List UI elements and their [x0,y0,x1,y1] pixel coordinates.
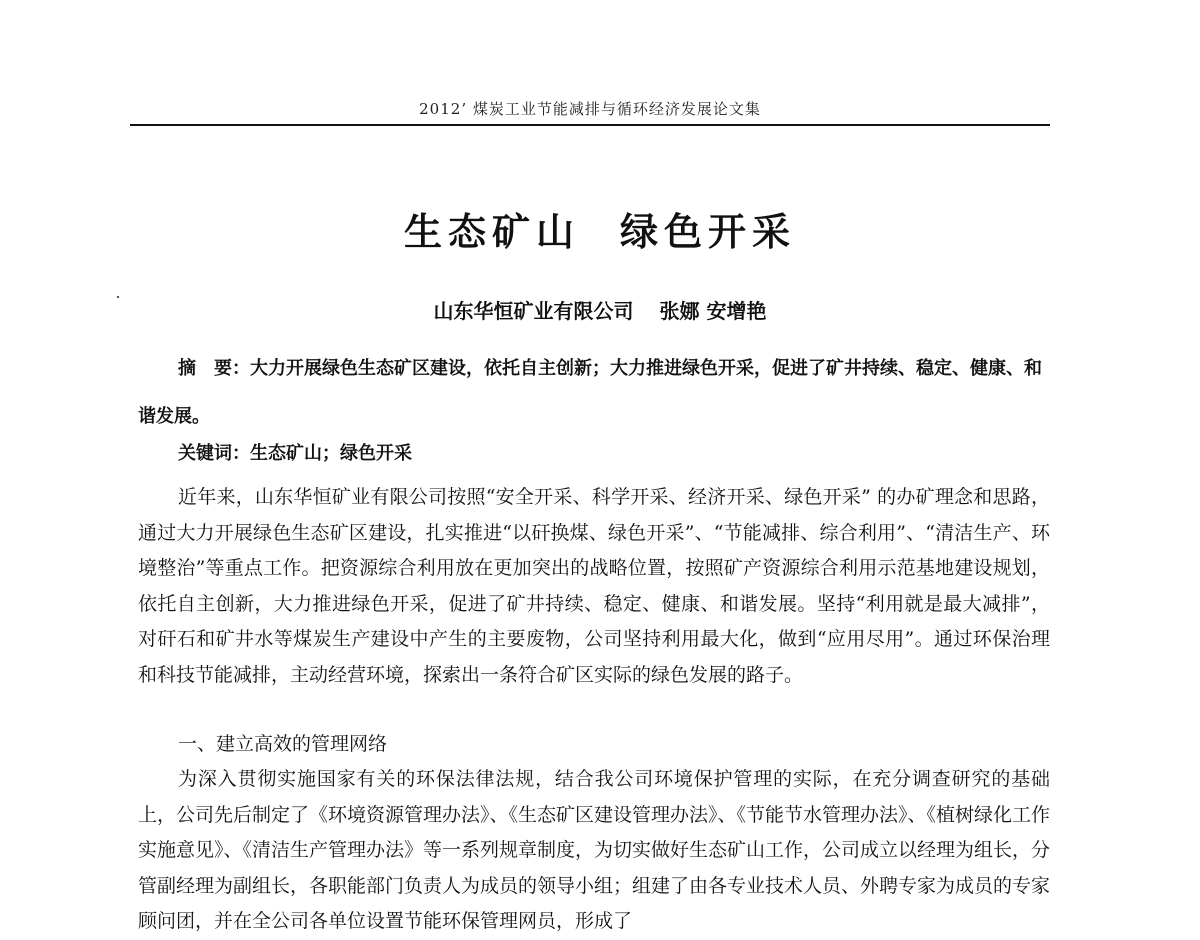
header-rule [130,124,1050,126]
section-1-heading: 一、建立高效的管理网络 [178,733,388,755]
title-part-2: 绿色开采 [620,209,797,254]
abstract [138,345,1050,441]
title-part-1: 生态矿山 [403,209,580,254]
abstract-label: 摘 要： [178,358,250,379]
intro-paragraph: 近年来，山东华恒矿业有限公司按照“安全开采、科学开采、经济开采、绿色开采” 的办矿理念和思路，通过大力开展绿色生态矿区建设，扎实推进“以矸换煤、绿色开采”、“节能减排、综合利用”、“清洁生产、环境整治”等重点工作。把资源综合利用放在更加突出的战略位置，按照矿产资源综合利用示范基地建设规划，依托自主创新，大力推进绿色开采，促进了矿井持续、稳定、健康、和谐发展。坚持“利用就是最大减排”，对矸石和矿井水等煤炭生产建设中产生的主要废物，公司坚持利用最大化，做到“应用尽用”。通过环保治理和科技节能减排，主动经营环境，探索出一条符合矿区实际的绿色发展的路子。 [138,486,1050,686]
keywords-label: 关键词： [178,443,250,464]
running-header: 2012’ 煤炭工业节能减排与循环经济发展论文集 [419,100,761,118]
byline [0,297,1200,325]
keywords [178,440,1050,468]
paper-title [0,207,1200,257]
organization: 山东华恒矿业有限公司 [433,299,634,323]
abstract-text: 大力开展绿色生态矿区建设，依托自主创新；大力推进绿色开采，促进了矿井持续、稳定、健康、和谐发展。 [138,358,1042,427]
section-1-paragraph: 为深入贯彻实施国家有关的环保法律法规，结合我公司环境保护管理的实际，在充分调查研究的基础上，公司先后制定了《环境资源管理办法》、《生态矿区建设管理办法》、《节能节水管理办法》、《植树绿化工作实施意见》、《清洁生产管理办法》等一系列规章制度，为切实做好生态矿山工作，公司成立以经理为组长，分管副经理为副组长，各职能部门负责人为成员的领导小组；组建了由各专业技术人员、外聘专家为成员的专家顾问团，并在全公司各单位设置节能环保管理网员，形成了 [138,768,1051,932]
keywords-text: 生态矿山；绿色开采 [250,443,412,464]
authors: 张娜 安增艳 [659,299,767,323]
